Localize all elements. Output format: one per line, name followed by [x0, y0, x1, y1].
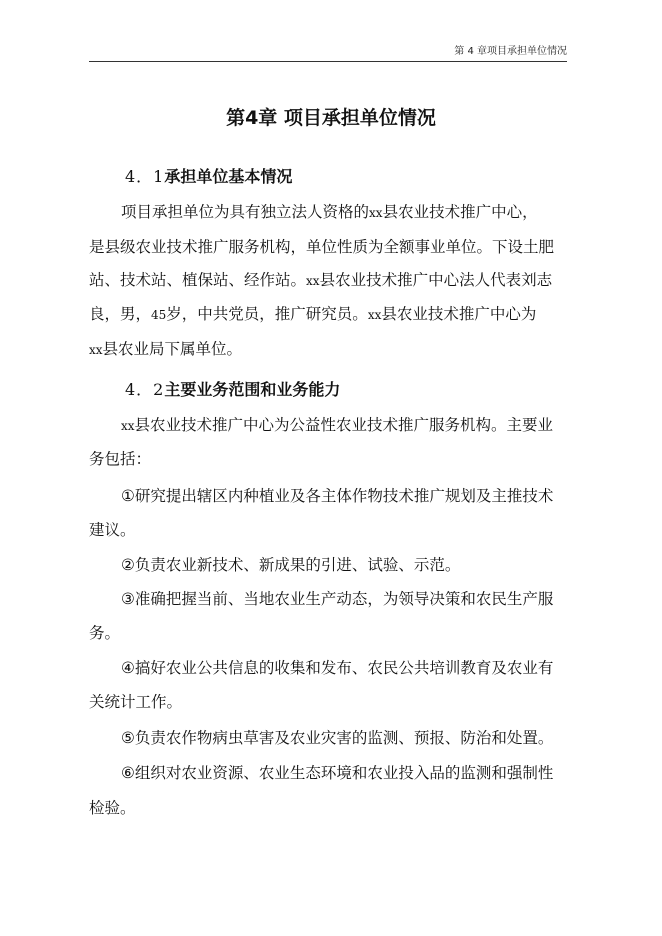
list-item: ⑥组织对农业资源、农业生态环境和农业投入品的监测和强制性 — [121, 764, 554, 782]
text-run: 岁，中共党员，推广研究员。 — [166, 305, 368, 323]
text-run: xx — [367, 308, 382, 322]
section-number: 4．2 — [125, 380, 165, 399]
section-heading-4-1 — [125, 165, 292, 189]
chapter-title: 第4章 项目承担单位情况 — [226, 107, 436, 129]
list-item-continuation: 关统计工作。 — [89, 693, 183, 711]
paragraph-line — [89, 302, 536, 327]
text-run: 县农业技术推广中心为公益性农业技术推广服务机构。主要业 — [134, 416, 554, 434]
paragraph-line — [121, 200, 538, 225]
section-number: 4．1 — [125, 167, 165, 186]
list-item: ⑤负责农作物病虫草害及农业灾害的监测、预报、防治和处置。 — [121, 729, 554, 747]
text-run: 项目承担单位为具有独立法人资格的 — [121, 203, 370, 221]
section-heading-4-2 — [125, 378, 340, 402]
paragraph-line: 务包括： — [89, 450, 152, 468]
text-run: 县农业局下属单位。 — [102, 340, 243, 358]
text-run: 县农业技术推广中心为 — [381, 305, 537, 323]
text-run: 45 — [151, 308, 167, 322]
text-run: xx — [121, 419, 135, 433]
list-item-continuation: 务。 — [89, 624, 121, 642]
list-item-continuation: 检验。 — [89, 799, 136, 817]
text-run: 县农业技术推广中心法人代表刘志 — [319, 271, 553, 289]
section-title: 主要业务范围和业务能力 — [164, 380, 341, 399]
running-header-title: 第 4 章项目承担单位情况 — [454, 46, 567, 57]
paragraph-line — [89, 268, 552, 293]
paragraph-line — [121, 413, 553, 438]
paragraph-line: 是县级农业技术推广服务机构，单位性质为全额事业单位。下设土肥 — [89, 238, 555, 256]
list-item-continuation: 建议。 — [89, 521, 136, 539]
text-run: 站、技术站、植保站、经作站。 — [89, 271, 307, 289]
text-run: 良，男， — [89, 305, 152, 323]
running-header — [89, 45, 567, 62]
list-item: ④搞好农业公共信息的收集和发布、农民公共培训教育及农业有 — [121, 659, 554, 677]
text-run: xx — [89, 343, 103, 357]
paragraph-line — [89, 337, 242, 362]
text-run: xx — [369, 206, 383, 220]
list-item: ①研究提出辖区内种植业及各主体作物技术推广规划及主推技术 — [121, 487, 554, 505]
text-run: xx — [306, 274, 320, 288]
list-item: ②负责农业新技术、新成果的引进、试验、示范。 — [121, 556, 461, 574]
section-title: 承担单位基本情况 — [164, 167, 293, 186]
text-run: 县农业技术推广中心， — [382, 203, 538, 221]
list-item: ③准确把握当前、当地农业生产动态，为领导决策和农民生产服 — [121, 590, 554, 608]
